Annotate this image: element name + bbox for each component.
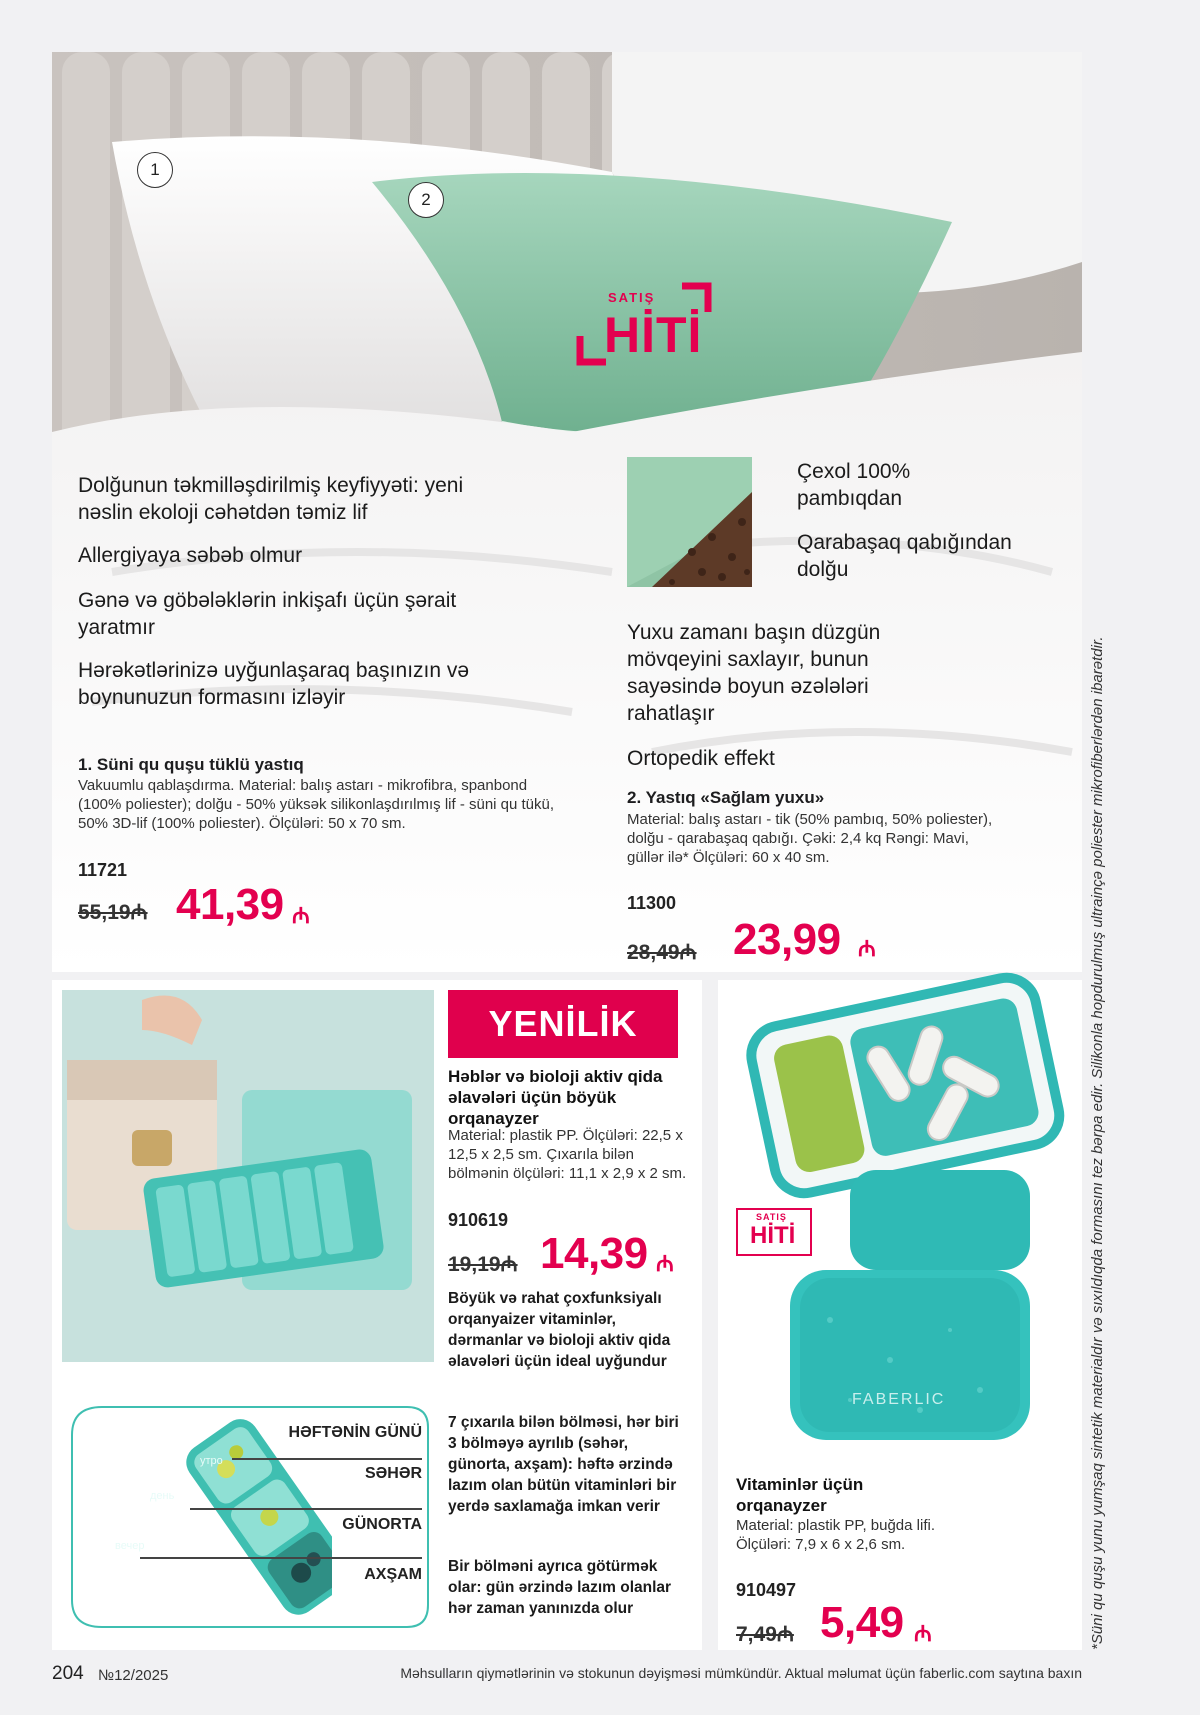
feature-buckwheat-filling: Qarabaşaq qabığından dolğu: [797, 531, 1012, 581]
big-organizer-text-3: Bir bölməni ayrıca götürmək olar: gün ərzində lazım olanlar hər zaman yanınızda olur: [448, 1558, 672, 1617]
feature-adaptive-shape: Hərəkətlərinizə uyğunlaşaraq başınızın və boynunuzun formasını izləyir: [78, 659, 470, 709]
pillow-1-title: 1. Süni qu quşu tüklü yastıq: [78, 755, 304, 774]
feature-cotton-cover: Çexol 100% pambıqdan: [797, 460, 911, 510]
small-bestseller-top: SATIŞ: [756, 1212, 787, 1222]
bestseller-badge: [572, 280, 732, 380]
label-day-of-week: HƏFTƏNİN GÜNÜ: [288, 1424, 422, 1441]
pillow-2-badge: 2: [408, 182, 444, 218]
label-noon: GÜNORTA: [342, 1516, 422, 1533]
issue-number: №12/2025: [98, 1667, 169, 1684]
small-bestseller-word: HİTİ: [750, 1222, 796, 1249]
pill-mark-morning: утро: [200, 1455, 223, 1467]
feature-hypoallergenic: Allergiyaya səbəb olmur: [78, 544, 303, 567]
pillow-1-badge: 1: [137, 152, 173, 188]
footer-disclaimer: Məhsulların qiymətlərinin və stokunun dəyişməsi mümkündür. Aktual məlumat üçün faberlic.com saytına baxın: [400, 1665, 1082, 1681]
pillow-1-code: 11721: [78, 860, 128, 880]
page-number: 204: [52, 1663, 84, 1684]
pillow-1-price: 41,39: [176, 880, 284, 929]
pillow-2-description: Material: balış astarı - tik (50% pambıq, 50% poliester), dolğu - qarabaşaq qabığı. Çəki: 2,4 kq Rəngi: Mavi, güllər ilə* Ölçüləri: 60 x 40 sm.: [627, 811, 993, 866]
pointer-line-noon: [140, 1557, 422, 1559]
bestseller-badge-top: SATIŞ: [608, 290, 656, 305]
faberlic-logo: FABERLIC: [852, 1391, 946, 1408]
new-badge: YENİLİK: [448, 990, 678, 1058]
big-organizer-code: 910619: [448, 1210, 509, 1230]
pillow-2-currency: ₼: [858, 936, 876, 961]
small-organizer-description: Material: plastik PP, buğda lifi. Ölçüləri: 7,9 x 6 x 2,6 sm.: [736, 1517, 935, 1553]
small-organizer-title: Vitaminlər üçün orqanayzer: [736, 1475, 864, 1515]
big-organizer-price: 14,39: [540, 1229, 648, 1278]
footnote-vertical: *Süni qu quşu yunu yumşaq sintetik materialdır və sıxıldıqda formasını tez bərpa edir. Silikonla hopdurulmuş ultrainçə poliester mikrofiberlərdən ibarətdir.: [1089, 636, 1106, 1650]
big-organizer-photo: [62, 990, 434, 1362]
label-morning: SƏHƏR: [364, 1465, 422, 1482]
big-organizer-description: Material: plastik PP. Ölçüləri: 22,5 x 12,5 x 2,5 sm. Çıxarıla bilən bölmənin ölçüləri: 11,1 x 2,9 x 2 sm.: [448, 1127, 687, 1182]
small-organizer-price: 5,49: [820, 1598, 904, 1647]
pillow-2-price: 23,99: [733, 915, 841, 964]
pillow-2-old-price: 28,49₼: [627, 941, 697, 964]
big-organizer-title: Həblər və bioloji aktiv qida əlavələri üçün böyük orqanayzer: [448, 1067, 663, 1128]
pointer-line-day: [232, 1458, 422, 1460]
buckwheat-thumbnail: [627, 457, 752, 587]
pillow-1-old-price: 55,19₼: [78, 901, 148, 924]
pill-mark-noon: день: [150, 1490, 175, 1502]
big-organizer-text-1: Böyük və rahat çoxfunksiyalı orqanyaizer vitaminlər, dərmanlar və bioloji aktiv qida əlavələri üçün ideal uyğundur: [448, 1290, 671, 1370]
small-organizer-code: 910497: [736, 1580, 797, 1600]
big-organizer-text-2: 7 çıxarıla bilən bölməsi, hər biri 3 bölməyə ayrılıb (səhər, günorta, axşam): həftə ərzində lazım olan bütün vitaminləri bir yerdə saxlamağa imkan verir: [448, 1414, 679, 1515]
small-organizer-old-price: 7,49₼: [736, 1623, 794, 1646]
big-organizer-currency: ₼: [656, 1251, 674, 1276]
pillow-2-title: 2. Yastıq «Sağlam yuxu»: [627, 788, 825, 807]
feature-improved-filling: Dolğunun təkmilləşdirilmiş keyfiyyəti: yeni nəslin ekoloji cəhətdən təmiz lif: [78, 474, 464, 524]
pillow-1-description: Vakuumlu qablaşdırma. Material: balış astarı - mikrofibra, spanbond (100% poliester); dolğu - 50% yüksək silikonlaşdırılmış lif - süni qu tükü, 50% 3D-lif (100% poliester). Ölçüləri: 50 x 70 sm.: [78, 777, 555, 832]
pill-mark-evening: вечер: [115, 1540, 145, 1552]
label-evening: AXŞAM: [364, 1566, 422, 1583]
pillow-2-code: 11300: [627, 893, 677, 913]
pill-mark-day: BT: [174, 1434, 190, 1448]
feature-anti-mite: Gənə və göbələklərin inkişafı üçün şərait yaratmır: [78, 589, 457, 639]
feature-correct-position: Yuxu zamanı başın düzgün mövqeyini saxlayır, bunun sayəsində boyun əzələləri rahatlaşır: [627, 621, 881, 725]
feature-orthopedic: Ortopedik effekt: [627, 747, 775, 770]
big-organizer-old-price: 19,19₼: [448, 1253, 518, 1276]
pointer-line-morning: [190, 1508, 422, 1510]
small-organizer-currency: ₼: [914, 1621, 932, 1646]
bestseller-badge-word: HİTİ: [604, 307, 703, 363]
small-bestseller-badge: [736, 1208, 812, 1256]
pillow-1-currency: ₼: [292, 903, 310, 928]
